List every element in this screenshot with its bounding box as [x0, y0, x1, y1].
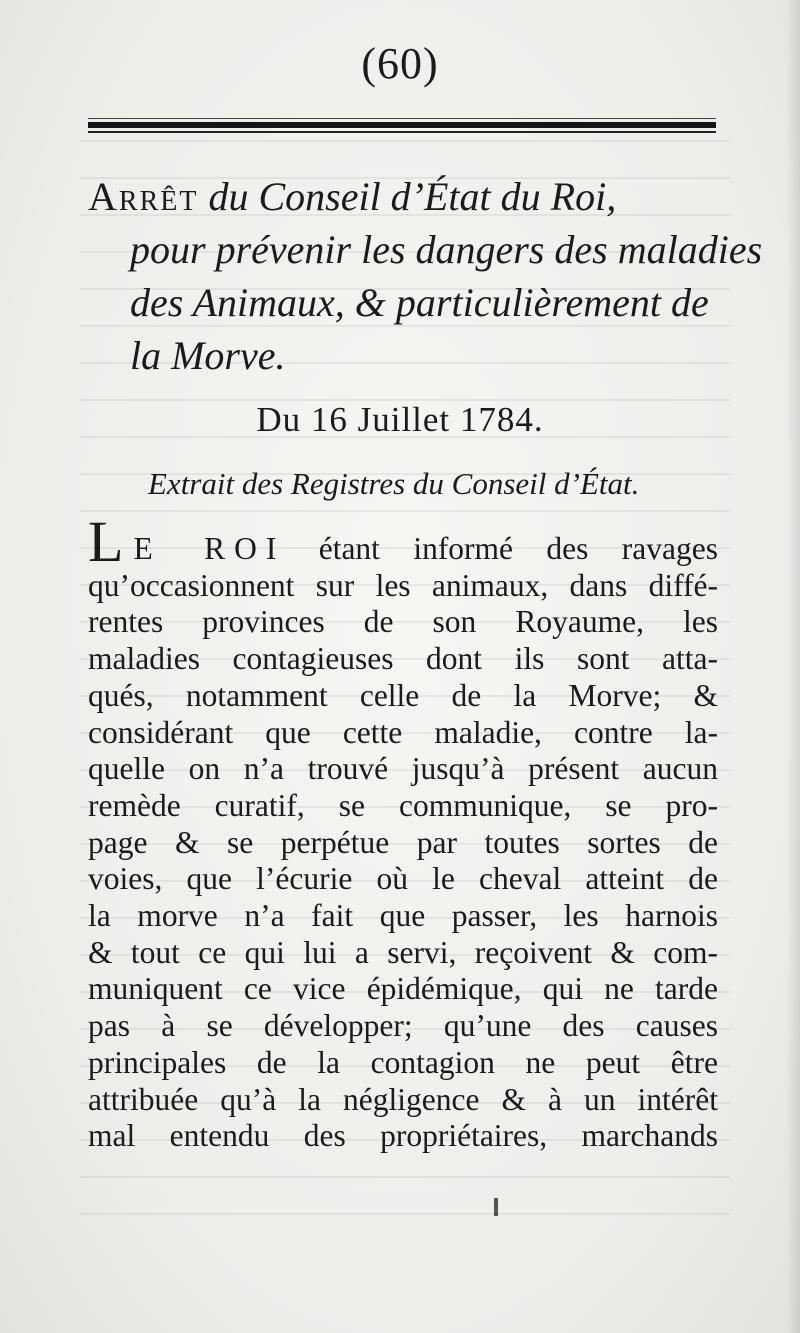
body-line: quelle on n’a trouvé jusqu’à présent aucun: [88, 751, 718, 787]
header-rule: [88, 118, 716, 136]
title-line-3: des Animaux, & particulièrement de: [130, 280, 709, 325]
title-line-4: la Morve.: [130, 333, 286, 378]
body-line: & tout ce qui lui a servi, reçoivent & com-: [88, 934, 718, 970]
decree-title: [88, 170, 763, 382]
printer-mark: [494, 1198, 498, 1216]
decree-date: Du 16 Juillet 1784.: [256, 400, 544, 439]
body-line: maladies contagieuses dont ils sont atta-: [88, 641, 718, 677]
body-lead-caps: E ROI: [133, 531, 286, 566]
body-line: page & se perpétue par toutes sortes de: [88, 824, 718, 860]
body-line: remède curatif, se communique, se pro-: [88, 787, 718, 823]
body-line: qu’occasionnent sur les animaux, dans diffé-: [88, 567, 718, 603]
body-line: considérant que cette maladie, contre la-: [88, 714, 718, 750]
body-line: voies, que l’écurie où le cheval atteint de: [88, 861, 718, 897]
page-edge-shadow: [786, 0, 800, 1333]
title-line-2: pour prévenir les dangers des maladies: [130, 227, 763, 272]
page-number: (60): [361, 39, 439, 88]
body-line: [88, 509, 718, 574]
body-text: [88, 509, 718, 1155]
body-line: qués, notamment celle de la Morve; &: [88, 677, 718, 713]
body-line: principales de la contagion ne peut être: [88, 1044, 718, 1080]
body-line: rentes provinces de son Royaume, les: [88, 604, 718, 640]
title-line-1: [88, 170, 728, 223]
extract-heading: Extrait des Registres du Conseil d’État.: [148, 466, 640, 501]
rule-thick-line: [88, 122, 716, 128]
body-line: attribuée qu’à la négligence & à un intérêt: [88, 1081, 718, 1117]
body-line: mal entendu des propriétaires, marchands: [88, 1118, 718, 1154]
body-line: la morve n’a fait que passer, les harnois: [88, 898, 718, 934]
body-line-text: étant informé des ravages: [285, 531, 718, 566]
title-line-1-rest: du Conseil d’État du Roi,: [198, 174, 617, 219]
drop-cap: L: [88, 509, 124, 574]
rule-top-line: [88, 118, 716, 119]
body-line: muniquent ce vice épidémique, qui ne tarde: [88, 971, 718, 1007]
body-line: pas à se développer; qu’une des causes: [88, 1008, 718, 1044]
rule-thin-line: [88, 131, 716, 133]
title-caps-word: Arrêt: [88, 174, 199, 219]
